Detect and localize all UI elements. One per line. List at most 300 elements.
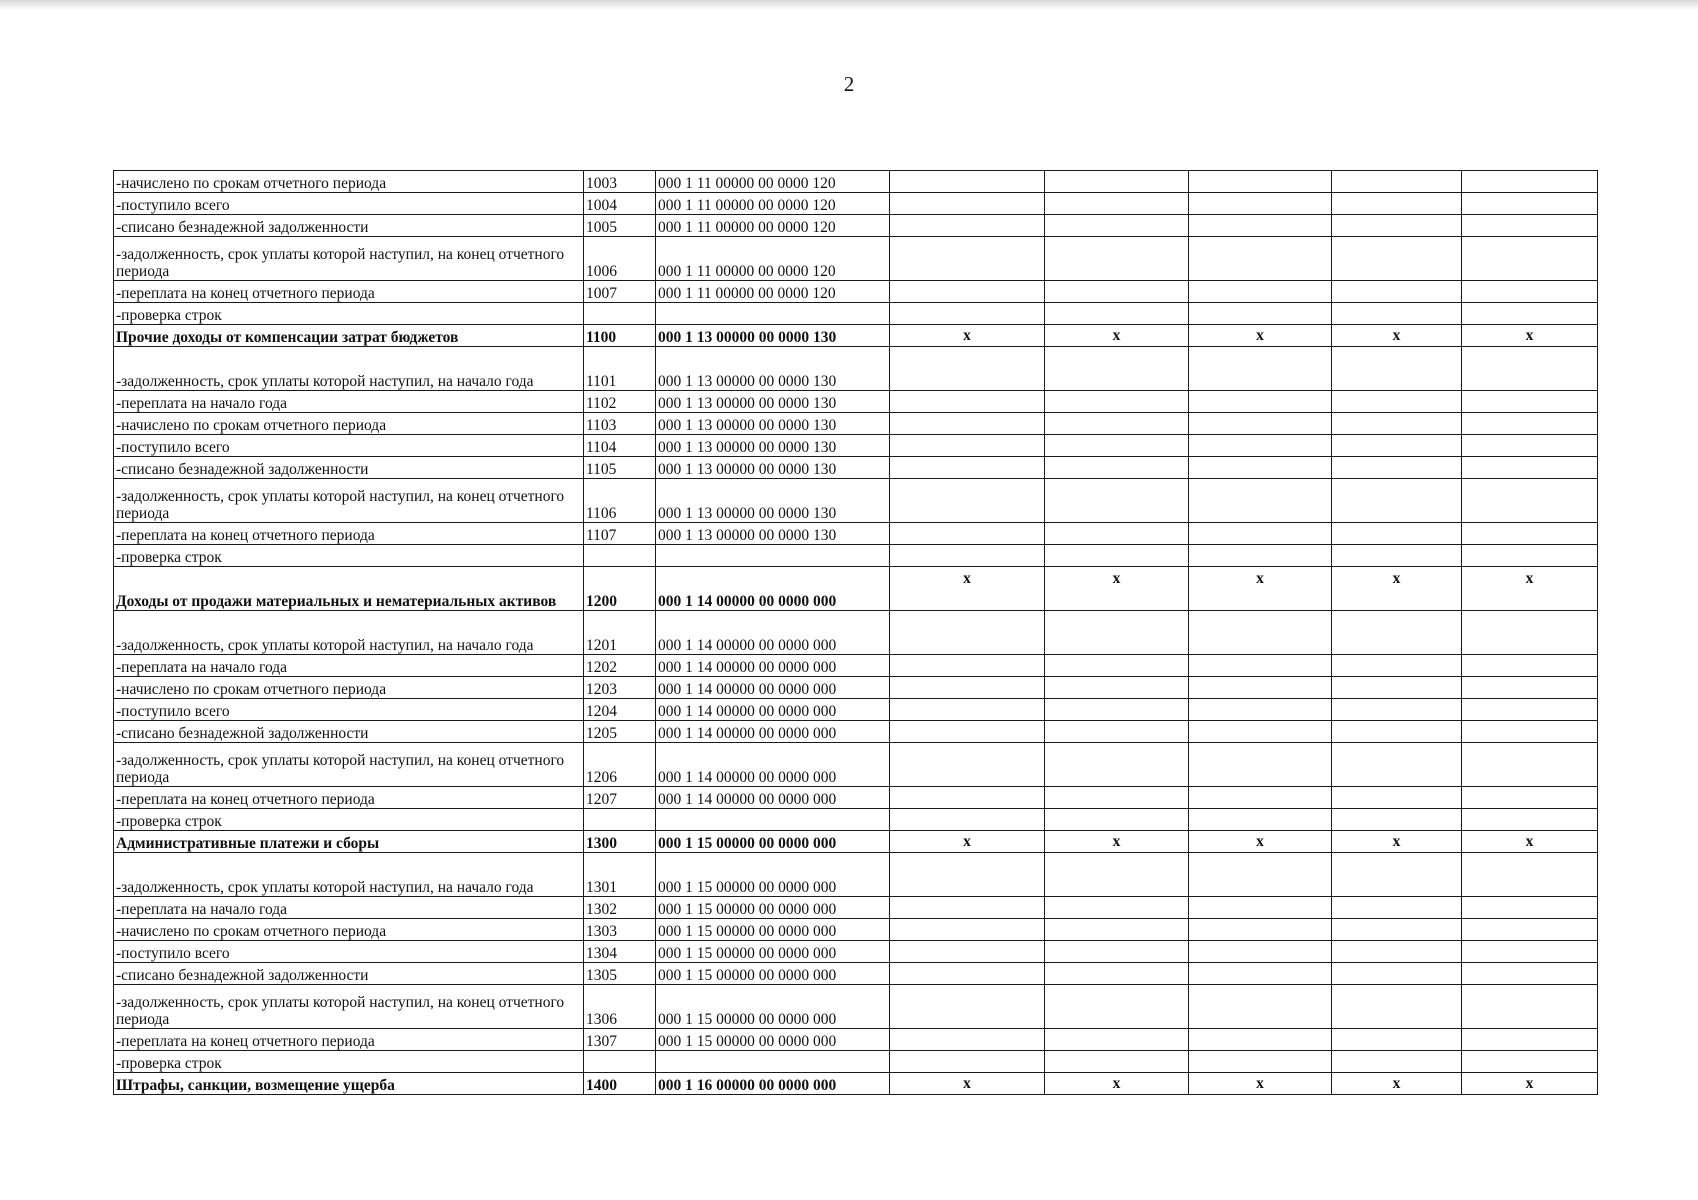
value-cell (890, 391, 1045, 413)
row-line-code: 1204 (584, 699, 656, 721)
row-budget-code: 000 1 15 00000 00 0000 000 (656, 919, 890, 941)
value-cell (1189, 853, 1332, 897)
row-budget-code (656, 303, 890, 325)
value-cell (1189, 919, 1332, 941)
value-cell (1189, 611, 1332, 655)
row-label: -задолженность, срок уплаты которой наступил, на конец отчетного периода (114, 237, 584, 281)
row-budget-code (656, 809, 890, 831)
value-cell (1332, 303, 1462, 325)
value-cell (1189, 699, 1332, 721)
value-cell (1045, 809, 1189, 831)
value-cell: x (1462, 831, 1598, 853)
value-cell (1332, 655, 1462, 677)
value-cell (1045, 787, 1189, 809)
row-label: -задолженность, срок уплаты которой наступил, на конец отчетного периода (114, 479, 584, 523)
value-cell: x (1045, 1073, 1189, 1095)
value-cell (1332, 1029, 1462, 1051)
value-cell (1462, 941, 1598, 963)
row-line-code: 1202 (584, 655, 656, 677)
value-cell (1462, 171, 1598, 193)
row-label: -начислено по срокам отчетного периода (114, 171, 584, 193)
row-budget-code: 000 1 14 00000 00 0000 000 (656, 677, 890, 699)
value-cell (890, 523, 1045, 545)
value-cell (1189, 897, 1332, 919)
value-cell (1189, 215, 1332, 237)
value-cell (1332, 743, 1462, 787)
value-cell (1462, 721, 1598, 743)
value-cell (1462, 479, 1598, 523)
value-cell (1189, 985, 1332, 1029)
row-line-code: 1106 (584, 479, 656, 523)
row-label: -переплата на конец отчетного периода (114, 1029, 584, 1051)
table-row (114, 655, 1598, 677)
table-row (114, 743, 1598, 787)
value-cell (1332, 413, 1462, 435)
value-cell: x (1189, 567, 1332, 611)
value-cell (1045, 963, 1189, 985)
value-cell (1189, 435, 1332, 457)
row-line-code: 1201 (584, 611, 656, 655)
value-cell (1462, 545, 1598, 567)
value-cell (1045, 391, 1189, 413)
table-row (114, 479, 1598, 523)
value-cell (1332, 215, 1462, 237)
value-cell (1045, 677, 1189, 699)
scan-edge (0, 0, 1698, 10)
row-line-code: 1104 (584, 435, 656, 457)
section-row (114, 567, 1598, 611)
value-cell (1332, 435, 1462, 457)
row-line-code: 1207 (584, 787, 656, 809)
row-label: -задолженность, срок уплаты которой наступил, на конец отчетного периода (114, 985, 584, 1029)
value-cell (1045, 1029, 1189, 1051)
row-budget-code: 000 1 15 00000 00 0000 000 (656, 853, 890, 897)
row-line-code: 1400 (584, 1073, 656, 1095)
value-cell (1045, 897, 1189, 919)
row-budget-code: 000 1 11 00000 00 0000 120 (656, 215, 890, 237)
value-cell (1045, 413, 1189, 435)
row-label: -задолженность, срок уплаты которой наступил, на начало года (114, 611, 584, 655)
row-budget-code: 000 1 13 00000 00 0000 130 (656, 479, 890, 523)
row-line-code: 1105 (584, 457, 656, 479)
row-budget-code: 000 1 15 00000 00 0000 000 (656, 897, 890, 919)
value-cell: x (1189, 1073, 1332, 1095)
value-cell (890, 963, 1045, 985)
value-cell (1189, 1051, 1332, 1073)
value-cell (1462, 457, 1598, 479)
row-budget-code: 000 1 11 00000 00 0000 120 (656, 281, 890, 303)
value-cell (1462, 523, 1598, 545)
value-cell (890, 1051, 1045, 1073)
row-label: -задолженность, срок уплаты которой наступил, на начало года (114, 853, 584, 897)
value-cell: x (890, 325, 1045, 347)
value-cell (890, 853, 1045, 897)
row-label: -переплата на начало года (114, 655, 584, 677)
row-line-code: 1007 (584, 281, 656, 303)
report-table-body (114, 171, 1598, 1095)
value-cell (890, 897, 1045, 919)
row-line-code: 1102 (584, 391, 656, 413)
value-cell (890, 809, 1045, 831)
table-row (114, 721, 1598, 743)
value-cell (1462, 281, 1598, 303)
row-budget-code: 000 1 13 00000 00 0000 130 (656, 391, 890, 413)
value-cell (1462, 985, 1598, 1029)
value-cell (1189, 193, 1332, 215)
value-cell (1189, 787, 1332, 809)
value-cell (1332, 479, 1462, 523)
value-cell (890, 281, 1045, 303)
row-budget-code (656, 1051, 890, 1073)
row-label: -поступило всего (114, 193, 584, 215)
row-line-code: 1107 (584, 523, 656, 545)
value-cell: x (1189, 831, 1332, 853)
row-label: -списано безнадежной задолженности (114, 215, 584, 237)
value-cell (890, 743, 1045, 787)
value-cell (890, 347, 1045, 391)
table-row (114, 413, 1598, 435)
table-row (114, 215, 1598, 237)
row-label: -переплата на конец отчетного периода (114, 281, 584, 303)
value-cell (1189, 1029, 1332, 1051)
row-label: Доходы от продажи материальных и нематериальных активов (114, 567, 584, 611)
value-cell (1189, 171, 1332, 193)
value-cell (1332, 809, 1462, 831)
value-cell (1332, 963, 1462, 985)
value-cell: x (1045, 831, 1189, 853)
report-table (113, 170, 1598, 1095)
row-budget-code: 000 1 15 00000 00 0000 000 (656, 831, 890, 853)
row-line-code: 1005 (584, 215, 656, 237)
value-cell (1462, 963, 1598, 985)
value-cell (890, 655, 1045, 677)
value-cell (1045, 171, 1189, 193)
row-line-code: 1103 (584, 413, 656, 435)
value-cell (1189, 655, 1332, 677)
row-line-code: 1100 (584, 325, 656, 347)
value-cell (1045, 743, 1189, 787)
value-cell: x (1332, 1073, 1462, 1095)
row-label: Прочие доходы от компенсации затрат бюджетов (114, 325, 584, 347)
value-cell: x (1189, 325, 1332, 347)
section-row (114, 831, 1598, 853)
value-cell (890, 237, 1045, 281)
row-label: -задолженность, срок уплаты которой наступил, на начало года (114, 347, 584, 391)
value-cell (890, 721, 1045, 743)
value-cell (1332, 941, 1462, 963)
row-label: -проверка строк (114, 1051, 584, 1073)
table-row (114, 1029, 1598, 1051)
value-cell (1332, 787, 1462, 809)
row-label: -начислено по срокам отчетного периода (114, 677, 584, 699)
value-cell: x (1462, 325, 1598, 347)
table-row (114, 963, 1598, 985)
value-cell (1462, 611, 1598, 655)
row-budget-code: 000 1 15 00000 00 0000 000 (656, 941, 890, 963)
value-cell (1332, 171, 1462, 193)
row-budget-code: 000 1 13 00000 00 0000 130 (656, 413, 890, 435)
value-cell (1045, 523, 1189, 545)
row-budget-code: 000 1 15 00000 00 0000 000 (656, 963, 890, 985)
value-cell (890, 677, 1045, 699)
value-cell (1189, 523, 1332, 545)
value-cell (1189, 743, 1332, 787)
value-cell (1332, 985, 1462, 1029)
row-label: Штрафы, санкции, возмещение ущерба (114, 1073, 584, 1095)
row-label: -проверка строк (114, 545, 584, 567)
value-cell (1045, 721, 1189, 743)
row-budget-code: 000 1 15 00000 00 0000 000 (656, 985, 890, 1029)
value-cell (1045, 347, 1189, 391)
row-budget-code: 000 1 11 00000 00 0000 120 (656, 237, 890, 281)
value-cell (1332, 897, 1462, 919)
value-cell (890, 699, 1045, 721)
value-cell (1332, 611, 1462, 655)
row-label: -начислено по срокам отчетного периода (114, 413, 584, 435)
value-cell (1189, 545, 1332, 567)
table-row (114, 677, 1598, 699)
value-cell (1189, 721, 1332, 743)
value-cell: x (1332, 567, 1462, 611)
row-budget-code: 000 1 15 00000 00 0000 000 (656, 1029, 890, 1051)
value-cell (890, 611, 1045, 655)
table-row (114, 1051, 1598, 1073)
row-label: -поступило всего (114, 941, 584, 963)
value-cell (1332, 853, 1462, 897)
value-cell (890, 545, 1045, 567)
value-cell: x (1045, 325, 1189, 347)
value-cell (1045, 853, 1189, 897)
row-budget-code (656, 545, 890, 567)
value-cell (1332, 523, 1462, 545)
row-label: -списано безнадежной задолженности (114, 457, 584, 479)
value-cell: x (890, 567, 1045, 611)
value-cell (1045, 303, 1189, 325)
row-budget-code: 000 1 11 00000 00 0000 120 (656, 171, 890, 193)
value-cell (1045, 699, 1189, 721)
table-row (114, 391, 1598, 413)
row-label: -задолженность, срок уплаты которой наступил, на конец отчетного периода (114, 743, 584, 787)
value-cell (1462, 391, 1598, 413)
table-row (114, 985, 1598, 1029)
value-cell (1462, 743, 1598, 787)
value-cell (890, 1029, 1045, 1051)
value-cell (890, 787, 1045, 809)
value-cell (1462, 193, 1598, 215)
table-row (114, 941, 1598, 963)
value-cell (1332, 281, 1462, 303)
row-budget-code: 000 1 13 00000 00 0000 130 (656, 523, 890, 545)
table-row (114, 545, 1598, 567)
value-cell (1189, 303, 1332, 325)
value-cell (890, 193, 1045, 215)
row-line-code (584, 809, 656, 831)
row-budget-code: 000 1 14 00000 00 0000 000 (656, 699, 890, 721)
row-line-code: 1301 (584, 853, 656, 897)
table-row (114, 237, 1598, 281)
value-cell (1332, 237, 1462, 281)
row-line-code (584, 545, 656, 567)
value-cell (890, 171, 1045, 193)
row-label: -списано безнадежной задолженности (114, 721, 584, 743)
row-budget-code: 000 1 14 00000 00 0000 000 (656, 655, 890, 677)
value-cell (1045, 941, 1189, 963)
value-cell (1189, 677, 1332, 699)
row-line-code: 1304 (584, 941, 656, 963)
row-line-code (584, 303, 656, 325)
value-cell: x (1462, 567, 1598, 611)
table-row (114, 897, 1598, 919)
row-label: -списано безнадежной задолженности (114, 963, 584, 985)
row-budget-code: 000 1 14 00000 00 0000 000 (656, 743, 890, 787)
value-cell (890, 413, 1045, 435)
value-cell (890, 435, 1045, 457)
value-cell (1462, 853, 1598, 897)
value-cell (1332, 677, 1462, 699)
row-budget-code: 000 1 14 00000 00 0000 000 (656, 721, 890, 743)
row-line-code: 1003 (584, 171, 656, 193)
table-row (114, 171, 1598, 193)
table-row (114, 281, 1598, 303)
value-cell (1189, 479, 1332, 523)
value-cell (890, 479, 1045, 523)
value-cell (890, 457, 1045, 479)
row-line-code: 1101 (584, 347, 656, 391)
value-cell (1045, 545, 1189, 567)
row-line-code: 1006 (584, 237, 656, 281)
value-cell (1462, 413, 1598, 435)
value-cell (1462, 215, 1598, 237)
row-label: Административные платежи и сборы (114, 831, 584, 853)
value-cell (1189, 963, 1332, 985)
value-cell (1189, 281, 1332, 303)
value-cell (1332, 457, 1462, 479)
table-row (114, 303, 1598, 325)
row-line-code: 1300 (584, 831, 656, 853)
value-cell (1462, 699, 1598, 721)
value-cell (1045, 237, 1189, 281)
value-cell (1045, 215, 1189, 237)
value-cell (1462, 435, 1598, 457)
row-budget-code: 000 1 16 00000 00 0000 000 (656, 1073, 890, 1095)
value-cell (1462, 303, 1598, 325)
value-cell (1189, 941, 1332, 963)
row-line-code: 1206 (584, 743, 656, 787)
value-cell (1045, 655, 1189, 677)
row-line-code (584, 1051, 656, 1073)
row-line-code: 1307 (584, 1029, 656, 1051)
table-row (114, 523, 1598, 545)
value-cell: x (1332, 831, 1462, 853)
row-line-code: 1205 (584, 721, 656, 743)
row-budget-code: 000 1 13 00000 00 0000 130 (656, 347, 890, 391)
row-budget-code: 000 1 14 00000 00 0000 000 (656, 567, 890, 611)
value-cell (1462, 347, 1598, 391)
value-cell (1462, 655, 1598, 677)
row-line-code: 1302 (584, 897, 656, 919)
value-cell: x (890, 831, 1045, 853)
table-row (114, 787, 1598, 809)
value-cell (1189, 347, 1332, 391)
table-row (114, 347, 1598, 391)
row-label: -поступило всего (114, 699, 584, 721)
value-cell (1045, 435, 1189, 457)
row-budget-code: 000 1 11 00000 00 0000 120 (656, 193, 890, 215)
value-cell (1462, 237, 1598, 281)
value-cell (1332, 347, 1462, 391)
value-cell (890, 215, 1045, 237)
value-cell (1462, 677, 1598, 699)
value-cell (1332, 193, 1462, 215)
value-cell (1045, 193, 1189, 215)
table-row (114, 809, 1598, 831)
value-cell (1332, 699, 1462, 721)
value-cell (1189, 809, 1332, 831)
value-cell (1045, 281, 1189, 303)
row-label: -проверка строк (114, 809, 584, 831)
row-line-code: 1305 (584, 963, 656, 985)
value-cell (1332, 1051, 1462, 1073)
row-label: -переплата на конец отчетного периода (114, 787, 584, 809)
row-budget-code: 000 1 13 00000 00 0000 130 (656, 325, 890, 347)
value-cell (1332, 721, 1462, 743)
value-cell (890, 919, 1045, 941)
value-cell (1462, 919, 1598, 941)
value-cell (1332, 545, 1462, 567)
value-cell (1045, 1051, 1189, 1073)
row-budget-code: 000 1 14 00000 00 0000 000 (656, 611, 890, 655)
value-cell (1045, 457, 1189, 479)
row-budget-code: 000 1 13 00000 00 0000 130 (656, 435, 890, 457)
value-cell (1462, 1029, 1598, 1051)
table-row (114, 919, 1598, 941)
value-cell (1045, 919, 1189, 941)
value-cell (1045, 611, 1189, 655)
row-label: -поступило всего (114, 435, 584, 457)
value-cell: x (1045, 567, 1189, 611)
value-cell (1462, 897, 1598, 919)
row-label: -переплата на конец отчетного периода (114, 523, 584, 545)
value-cell: x (1462, 1073, 1598, 1095)
row-label: -начислено по срокам отчетного периода (114, 919, 584, 941)
row-line-code: 1200 (584, 567, 656, 611)
table-row (114, 853, 1598, 897)
row-budget-code: 000 1 14 00000 00 0000 000 (656, 787, 890, 809)
value-cell (890, 985, 1045, 1029)
value-cell (1462, 809, 1598, 831)
value-cell: x (890, 1073, 1045, 1095)
row-line-code: 1306 (584, 985, 656, 1029)
section-row (114, 1073, 1598, 1095)
row-label: -переплата на начало года (114, 897, 584, 919)
value-cell (1189, 237, 1332, 281)
value-cell (890, 303, 1045, 325)
value-cell (1332, 391, 1462, 413)
value-cell (1045, 985, 1189, 1029)
value-cell (1332, 919, 1462, 941)
row-line-code: 1203 (584, 677, 656, 699)
value-cell (1189, 391, 1332, 413)
row-line-code: 1303 (584, 919, 656, 941)
row-label: -переплата на начало года (114, 391, 584, 413)
value-cell (1462, 787, 1598, 809)
section-row (114, 325, 1598, 347)
value-cell (1462, 1051, 1598, 1073)
value-cell: x (1332, 325, 1462, 347)
value-cell (1189, 413, 1332, 435)
table-row (114, 611, 1598, 655)
page-number: 2 (843, 72, 855, 96)
